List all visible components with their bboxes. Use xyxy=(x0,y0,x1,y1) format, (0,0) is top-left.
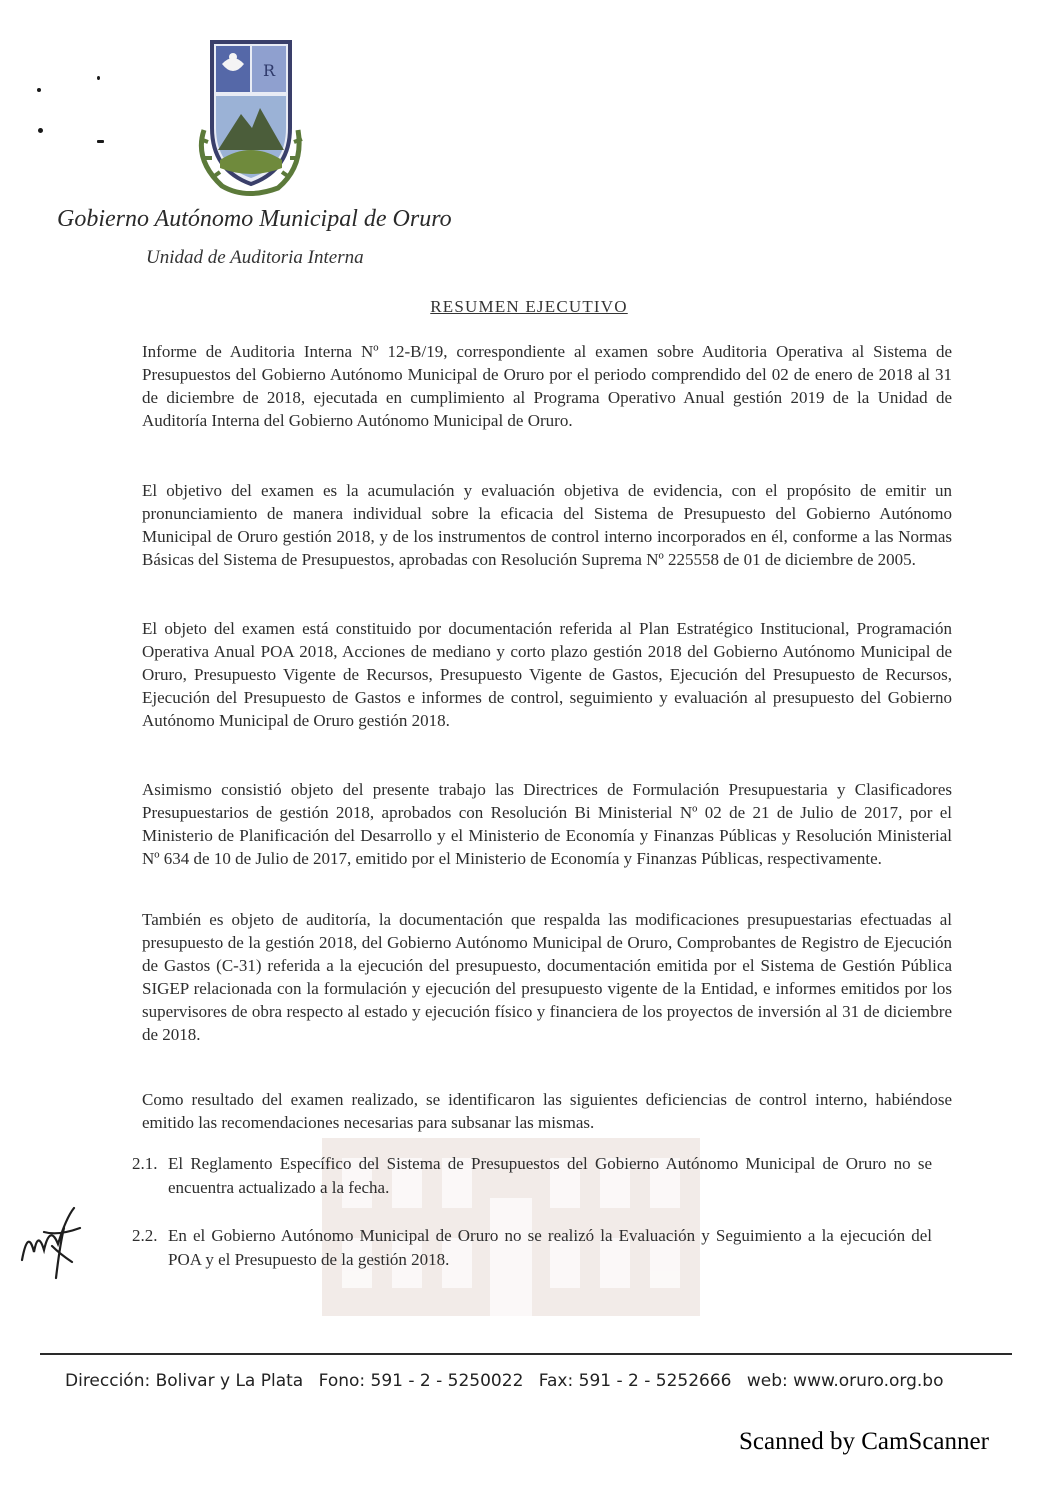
document-title: RESUMEN EJECUTIVO xyxy=(430,297,628,316)
footer-web: web: www.oruro.org.bo xyxy=(746,1371,944,1391)
paragraph: Como resultado del examen realizado, se identificaron las siguientes deficiencias de control interno, habiéndose emitido las recomendaciones necesarias para subsanar las mismas. xyxy=(142,1090,952,1132)
institution-name: Gobierno Autónomo Municipal de Oruro xyxy=(57,206,452,232)
unit-name: Unidad de Auditoria Interna xyxy=(146,247,364,268)
handwritten-signature xyxy=(14,1188,94,1288)
paragraph: El objeto del examen está constituido por documentación referida al Plan Estratégico Institucional, Programación Operativa Anual POA 2018, Acciones de mediano y corto plazo gestión 2018 del Gobierno Autónomo Municipal de Oruro, Presupuesto Vigente de Recursos, Presupuesto Vigente de Gastos, Ejecución del Presupuesto de Recursos, Ejecución del Presupuesto de Gastos e informes de control, seguimiento y evaluación al presupuesto del Gobierno Autónomo Municipal de Oruro gestión 2018. xyxy=(142,619,952,730)
scan-speck xyxy=(97,76,100,80)
paragraph: Informe de Auditoria Interna Nº 12-B/19, correspondiente al examen sobre Auditoria Operativa al Sistema de Presupuestos del Gobierno Autónomo Municipal de Oruro por el periodo comprendido del 02 de enero de 2018 al 31 de diciembre de 2018, ejecutada en cumplimiento al Programa Operativo Anual gestión 2019 de la Unidad de Auditoría Interna del Gobierno Autónomo Municipal de Oruro. xyxy=(142,342,952,430)
finding-number: 2.1. xyxy=(132,1154,158,1173)
svg-text:R: R xyxy=(262,61,276,80)
footer-address: Dirección: Bolivar y La Plata xyxy=(65,1371,304,1391)
scan-speck xyxy=(38,128,43,133)
finding-text: En el Gobierno Autónomo Municipal de Oruro no se realizó la Evaluación y Seguimiento a la ejecución del POA y el Presupuesto de la gestión 2018. xyxy=(168,1226,932,1269)
finding-item xyxy=(132,1224,932,1272)
paragraph: También es objeto de auditoría, la documentación que respalda las modificaciones presupuestarias efectuadas al presupuesto de la gestión 2018, del Gobierno Autónomo Municipal de Oruro, Comprobantes de Registro de Ejecución de Gastos (C-31) referida a la ejecución del presupuesto, documentación emitida por el Sistema de Gestión Pública SIGEP relacionada con la formulación y ejecución del presupuesto vigente de la Entidad, e informes emitidos por los supervisores de obra respecto al estado y ejecución físico y financiera de los proyectos de inversión al 31 de diciembre de 2018. xyxy=(142,910,952,1044)
scan-speck xyxy=(37,88,41,92)
finding-number: 2.2. xyxy=(132,1226,158,1245)
paragraph: Asimismo consistió objeto del presente trabajo las Directrices de Formulación Presupuestaria y Clasificadores Presupuestarios de gestión 2018, aprobados con Resolución Bi Ministerial Nº 02 de 21 de Julio de 2017, por el Ministerio de Planificación del Desarrollo y el Ministerio de Economía y Finanzas Públicas y Resolución Ministerial Nº 634 de 10 de Julio de 2017, emitido por el Ministerio de Economía y Finanzas Públicas, respectivamente. xyxy=(142,780,952,868)
footer-contact xyxy=(65,1371,954,1391)
paragraph: El objetivo del examen es la acumulación y evaluación objetiva de evidencia, con el propósito de emitir un pronunciamiento de manera individual sobre la eficacia del Sistema de Presupuesto del Gobierno Autónomo Municipal de Oruro gestión 2018, y de los instrumentos de control interno incorporados en él, conforme a las Normas Básicas del Sistema de Presupuestos, aprobadas con Resolución Suprema Nº 225558 de 01 de diciembre de 2005. xyxy=(142,481,952,569)
footer-phone: Fono: 591 - 2 - 5250022 xyxy=(318,1371,524,1391)
scan-speck xyxy=(97,140,104,143)
footer-fax: Fax: 591 - 2 - 5252666 xyxy=(538,1371,732,1391)
scanner-watermark-text: Scanned by CamScanner xyxy=(739,1428,989,1455)
footer-divider xyxy=(40,1353,1012,1355)
municipal-crest-logo xyxy=(186,30,316,200)
finding-item xyxy=(132,1152,932,1200)
finding-text: El Reglamento Específico del Sistema de Presupuestos del Gobierno Autónomo Municipal de Oruro no se encuentra actualizado a la fecha. xyxy=(168,1154,932,1197)
